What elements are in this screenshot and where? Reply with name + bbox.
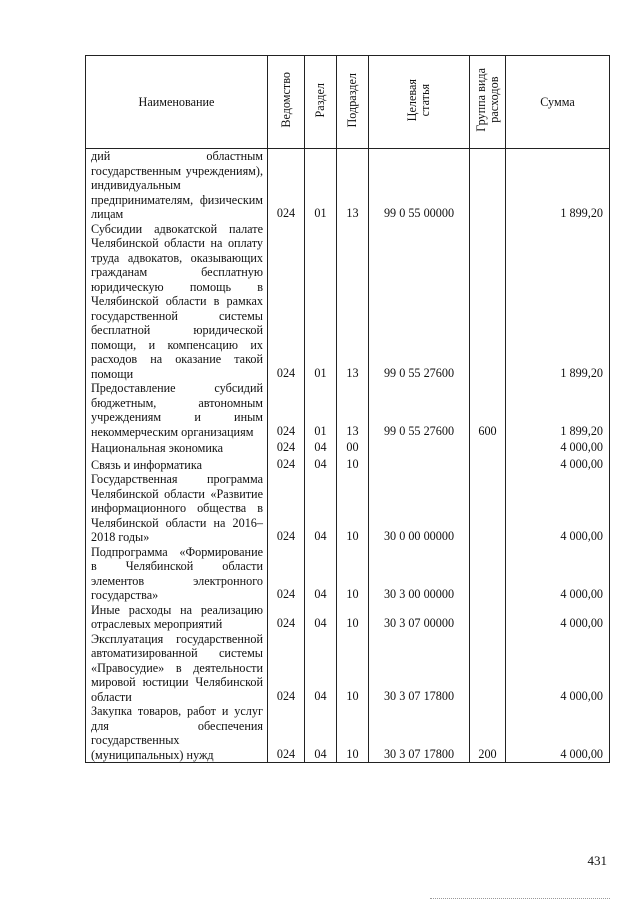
header-amount: Сумма [506,56,610,149]
row-group [470,472,506,545]
table-row [86,603,610,632]
row-amount: 1 899,20 [506,222,610,382]
row-section: 04 [305,603,337,632]
row-group [470,545,506,603]
row-department: 024 [268,149,305,222]
table-row [86,545,610,603]
row-subsection: 13 [337,222,369,382]
row-target [369,456,470,473]
row-group: 200 [470,704,506,763]
header-section: Раздел [305,56,337,149]
table-body [86,149,610,763]
row-department: 024 [268,222,305,382]
row-section: 01 [305,149,337,222]
row-group [470,149,506,222]
row-amount: 4 000,00 [506,632,610,705]
row-target: 30 3 07 17800 [369,632,470,705]
table-header [86,56,610,149]
row-amount: 1 899,20 [506,381,610,439]
row-subsection: 10 [337,603,369,632]
row-subsection: 10 [337,472,369,545]
table-row [86,222,610,382]
row-amount: 4 000,00 [506,439,610,456]
row-subsection: 10 [337,545,369,603]
row-amount: 4 000,00 [506,545,610,603]
row-group [470,222,506,382]
table-row [86,381,610,439]
row-department: 024 [268,439,305,456]
row-name: Предоставление субсидий бюджетным, автономным учреждениям и иным некоммерческим организациям [86,381,268,439]
row-target: 99 0 55 27600 [369,381,470,439]
header-department: Ведомство [268,56,305,149]
table-row [86,704,610,763]
row-section: 04 [305,472,337,545]
divider [430,898,610,899]
budget-table [85,55,610,763]
row-group [470,632,506,705]
header-expense-group: Группа вида расходов [470,56,506,149]
row-target: 30 3 07 17800 [369,704,470,763]
row-target: 99 0 55 27600 [369,222,470,382]
row-name: Эксплуатация государственной автоматизированной системы «Правосудие» в деятельности мировой юстиции Челябинской области [86,632,268,705]
row-department: 024 [268,545,305,603]
row-group [470,603,506,632]
row-name: Государственная программа Челябинской области «Развитие информационного общества в Челябинской области на 2016–2018 годы» [86,472,268,545]
row-amount: 4 000,00 [506,472,610,545]
table-row [86,456,610,473]
row-section: 04 [305,439,337,456]
row-department: 024 [268,603,305,632]
row-section: 01 [305,381,337,439]
row-department: 024 [268,704,305,763]
row-section: 04 [305,456,337,473]
row-department: 024 [268,472,305,545]
row-department: 024 [268,456,305,473]
table-row [86,472,610,545]
row-subsection: 13 [337,381,369,439]
row-group: 600 [470,381,506,439]
row-subsection: 00 [337,439,369,456]
row-target: 30 3 07 00000 [369,603,470,632]
row-section: 01 [305,222,337,382]
row-target: 30 0 00 00000 [369,472,470,545]
header-subsection: Подраздел [337,56,369,149]
row-amount: 4 000,00 [506,603,610,632]
row-amount: 4 000,00 [506,456,610,473]
row-amount: 4 000,00 [506,704,610,763]
row-name: Закупка товаров, работ и услуг для обеспечения государственных (муниципальных) нужд [86,704,268,763]
row-name: Иные расходы на реализацию отраслевых мероприятий [86,603,268,632]
row-name: Национальная экономика [86,439,268,456]
header-name: Наименование [86,56,268,149]
row-section: 04 [305,632,337,705]
row-target: 30 3 00 00000 [369,545,470,603]
row-group [470,456,506,473]
row-subsection: 13 [337,149,369,222]
row-target: 99 0 55 00000 [369,149,470,222]
table-row [86,632,610,705]
row-subsection: 10 [337,632,369,705]
row-name: дий областным государственным учреждениям), индивидуальным предпринимателям, физическим лицам [86,149,268,222]
table-row [86,439,610,456]
row-section: 04 [305,545,337,603]
page-number: 431 [587,853,607,868]
row-target [369,439,470,456]
row-subsection: 10 [337,456,369,473]
row-department: 024 [268,632,305,705]
header-target-article: Целевая статья [369,56,470,149]
row-name: Подпрограмма «Формирование в Челябинской области элементов электронного государства» [86,545,268,603]
row-group [470,439,506,456]
row-section: 04 [305,704,337,763]
row-department: 024 [268,381,305,439]
row-amount: 1 899,20 [506,149,610,222]
row-name: Субсидии адвокатской палате Челябинской области на оплату труда адвокатов, оказывающих гражданам бесплатную юридическую помощь в Челябинской области в рамках государственной системы бесплатной юридической помощи, и компенсацию их расходов на оказание такой помощи [86,222,268,382]
table-row [86,149,610,222]
row-subsection: 10 [337,704,369,763]
row-name: Связь и информатика [86,456,268,473]
